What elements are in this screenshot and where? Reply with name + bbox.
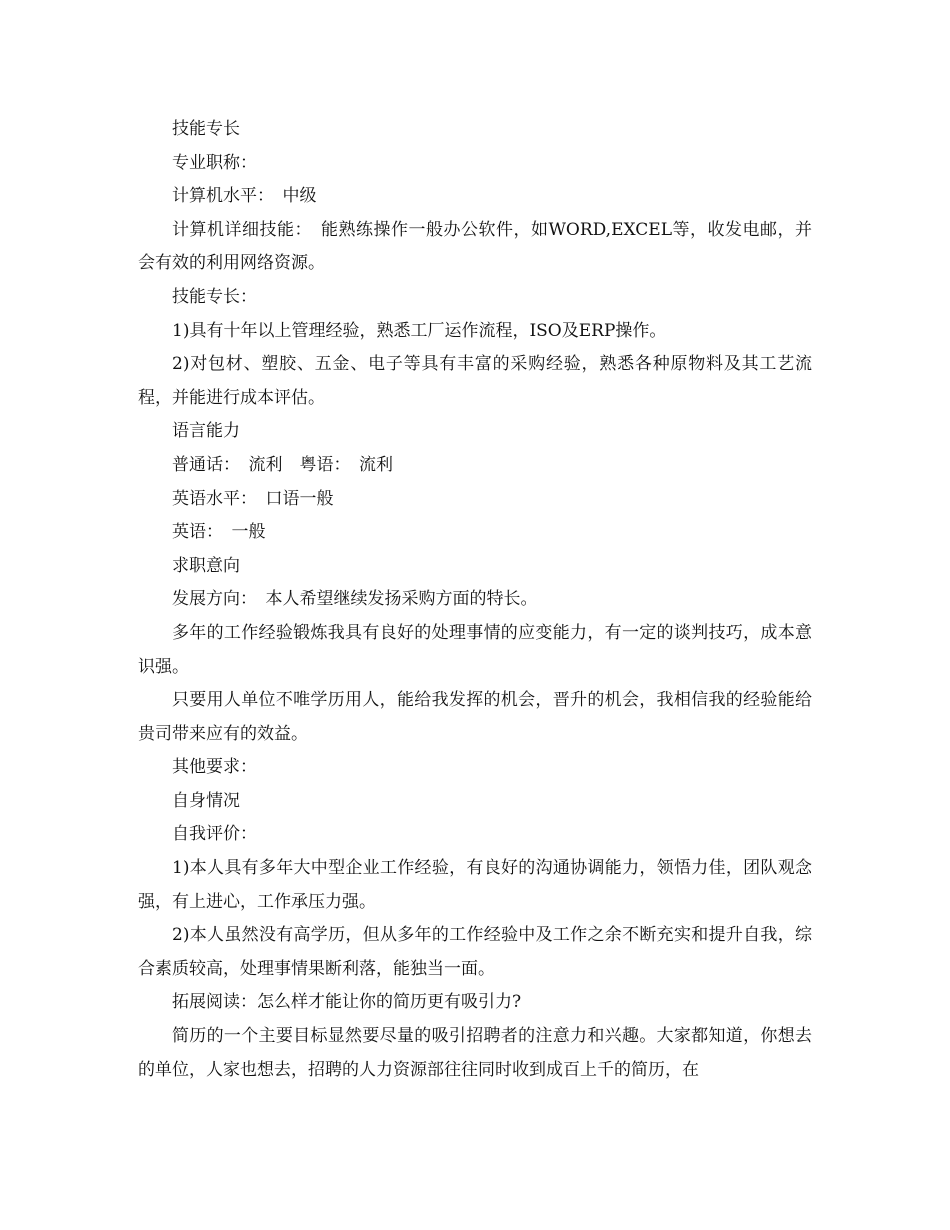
mandarin-cantonese-line: 普通话： 流利 粤语： 流利 xyxy=(172,454,393,475)
self-evaluation-subheading: 自我评价： xyxy=(172,824,257,845)
experience-paragraph: 多年的工作经验锻炼我具有良好的处理事情的应变能力，有一定的谈判技巧，成本意识强。 xyxy=(138,622,812,677)
self-evaluation-item-2: 2)本人虽然没有高学历，但从多年的工作经验中及工作之余不断充实和提升自我，综合素质较高，处理事情果断利落，能独当一面。 xyxy=(138,925,812,979)
section-heading-job-intention: 求职意向 xyxy=(172,555,240,576)
other-requirements-line: 其他要求： xyxy=(172,757,257,778)
employer-paragraph: 只要用人单位不唯学历用人，能给我发挥的机会，晋升的机会，我相信我的经验能给贵司带来应有的效益。 xyxy=(138,690,812,744)
skills-subheading: 技能专长： xyxy=(172,286,257,307)
english-level-line: 英语水平： 口语一般 xyxy=(172,488,334,509)
skill-item-2: 2)对包材、塑胶、五金、电子等具有丰富的采购经验，熟悉各种原物料及其工艺流程，并能进行成本评估。 xyxy=(138,354,812,408)
english-line: 英语： 一般 xyxy=(172,522,266,543)
section-heading-skills: 技能专长 xyxy=(172,119,240,139)
section-heading-personal: 自身情况 xyxy=(172,790,240,811)
computer-skills-paragraph: 计算机详细技能： 能熟练操作一般办公软件，如WORD,EXCEL等，收发电邮，并会有效的利用网络资源。 xyxy=(138,219,812,274)
section-heading-language: 语言能力 xyxy=(172,421,240,442)
extended-reading-paragraph: 简历的一个主要目标显然要尽量的吸引招聘者的注意力和兴趣。大家都知道，你想去的单位，人家也想去，招聘的人力资源部往往同时收到成百上千的简历，在 xyxy=(138,1026,812,1080)
extended-reading-heading: 拓展阅读：怎么样才能让你的简历更有吸引力? xyxy=(172,992,522,1013)
computer-level-line: 计算机水平： 中级 xyxy=(172,186,317,207)
self-evaluation-item-1: 1)本人具有多年大中型企业工作经验，有良好的沟通协调能力，领悟力佳，团队观念强，有上进心，工作承压力强。 xyxy=(138,858,812,912)
professional-title-line: 专业职称： xyxy=(172,152,257,173)
career-direction-line: 发展方向： 本人希望继续发扬采购方面的特长。 xyxy=(172,589,538,610)
skill-item-1: 1)具有十年以上管理经验，熟悉工厂运作流程，ISO及ERP操作。 xyxy=(172,320,667,341)
document-body xyxy=(138,113,812,1087)
